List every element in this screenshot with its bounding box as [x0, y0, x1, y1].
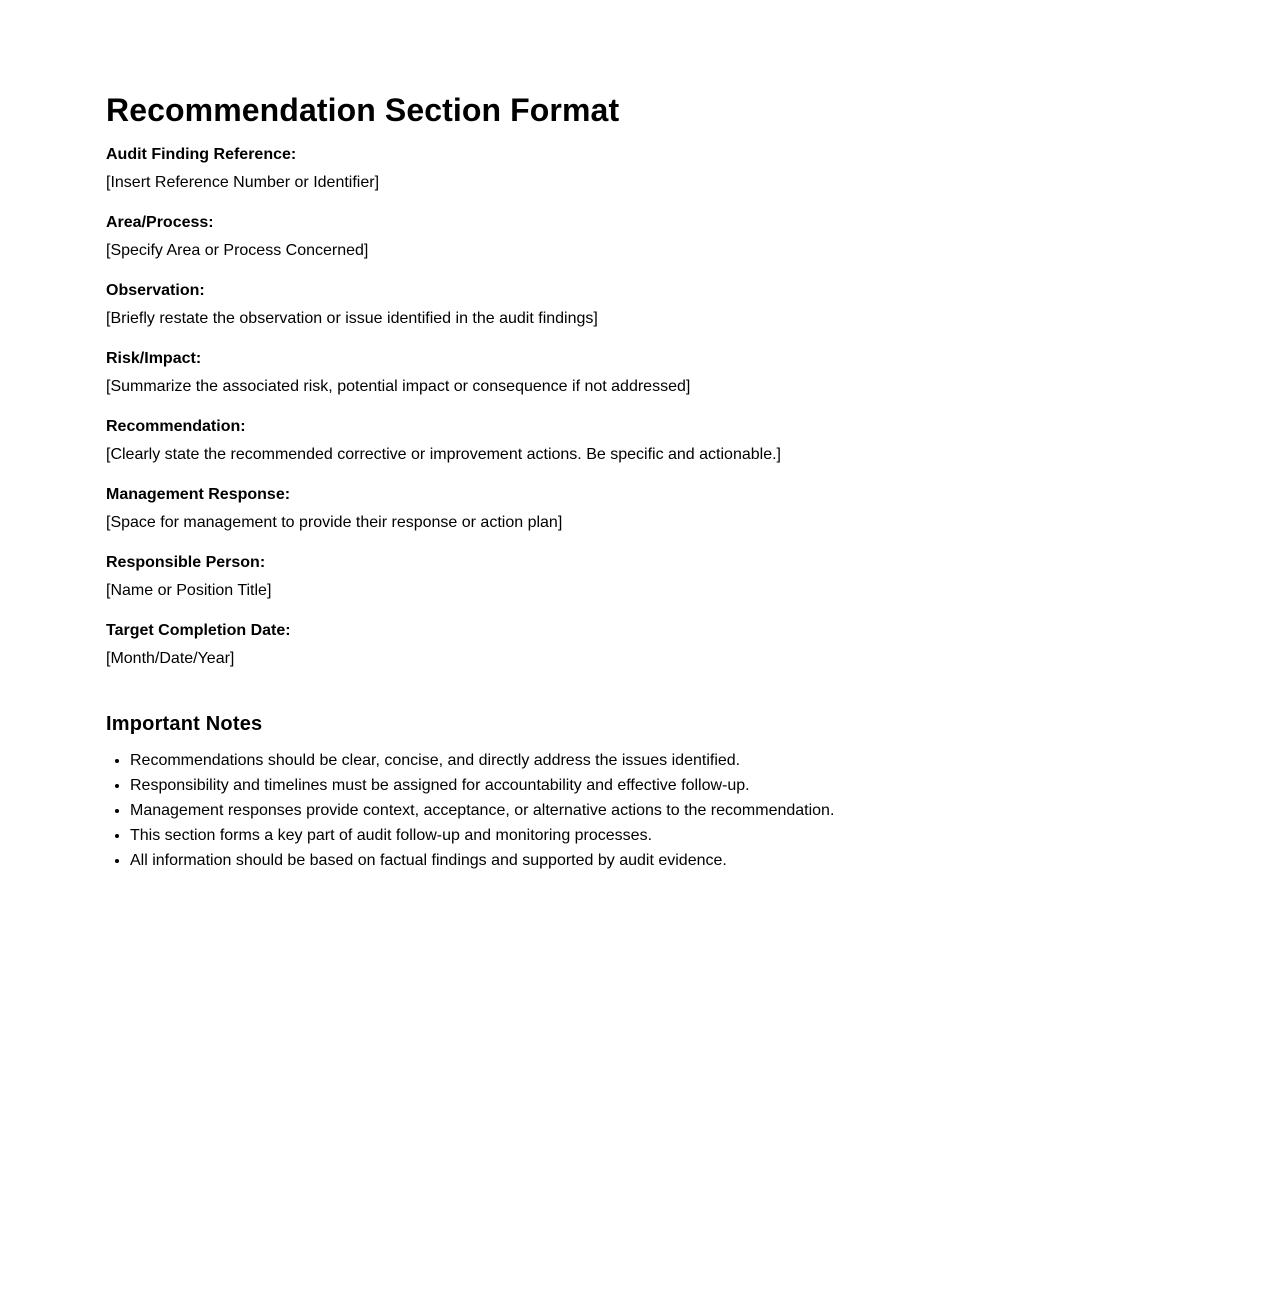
field-label: Responsible Person: [106, 554, 266, 571]
field-recommendation [106, 414, 1166, 470]
field-label: Management Response: [106, 486, 291, 503]
field-value: [Briefly restate the observation or issue identified in the audit findings] [106, 310, 598, 327]
field-area-process [106, 210, 1166, 266]
notes-list [106, 748, 1166, 873]
document-page [106, 86, 1166, 873]
field-observation [106, 278, 1166, 334]
field-label: Recommendation: [106, 418, 246, 435]
field-responsible-person [106, 550, 1166, 606]
field-value: [Insert Reference Number or Identifier] [106, 174, 380, 191]
field-target-completion-date [106, 618, 1166, 674]
field-label: Target Completion Date: [106, 622, 291, 639]
list-item: • This section forms a key part of audit follow-up and monitoring processes. [130, 823, 1166, 848]
field-audit-finding-reference [106, 142, 1166, 198]
field-value: [Name or Position Title] [106, 582, 272, 599]
list-item: • Recommendations should be clear, concise, and directly address the issues identified. [130, 748, 1166, 773]
page-title: Recommendation Section Format [106, 92, 620, 128]
field-label: Risk/Impact: [106, 350, 202, 367]
field-label: Area/Process: [106, 214, 214, 231]
list-item: • Responsibility and timelines must be assigned for accountability and effective follow-up. [130, 773, 1166, 798]
field-management-response [106, 482, 1166, 538]
field-value: [Space for management to provide their response or action plan] [106, 514, 563, 531]
field-value: [Specify Area or Process Concerned] [106, 242, 369, 259]
notes-heading: Important Notes [106, 713, 263, 735]
field-value: [Summarize the associated risk, potential impact or consequence if not addressed] [106, 378, 691, 395]
field-value: [Month/Date/Year] [106, 650, 235, 667]
field-label: Observation: [106, 282, 205, 299]
field-risk-impact [106, 346, 1166, 402]
important-notes-section [106, 710, 1166, 873]
list-item: • All information should be based on factual findings and supported by audit evidence. [130, 848, 1166, 873]
field-value: [Clearly state the recommended corrective or improvement actions. Be specific and actionable.] [106, 446, 781, 463]
field-label: Audit Finding Reference: [106, 146, 297, 163]
list-item: • Management responses provide context, acceptance, or alternative actions to the recommendation. [130, 798, 1166, 823]
